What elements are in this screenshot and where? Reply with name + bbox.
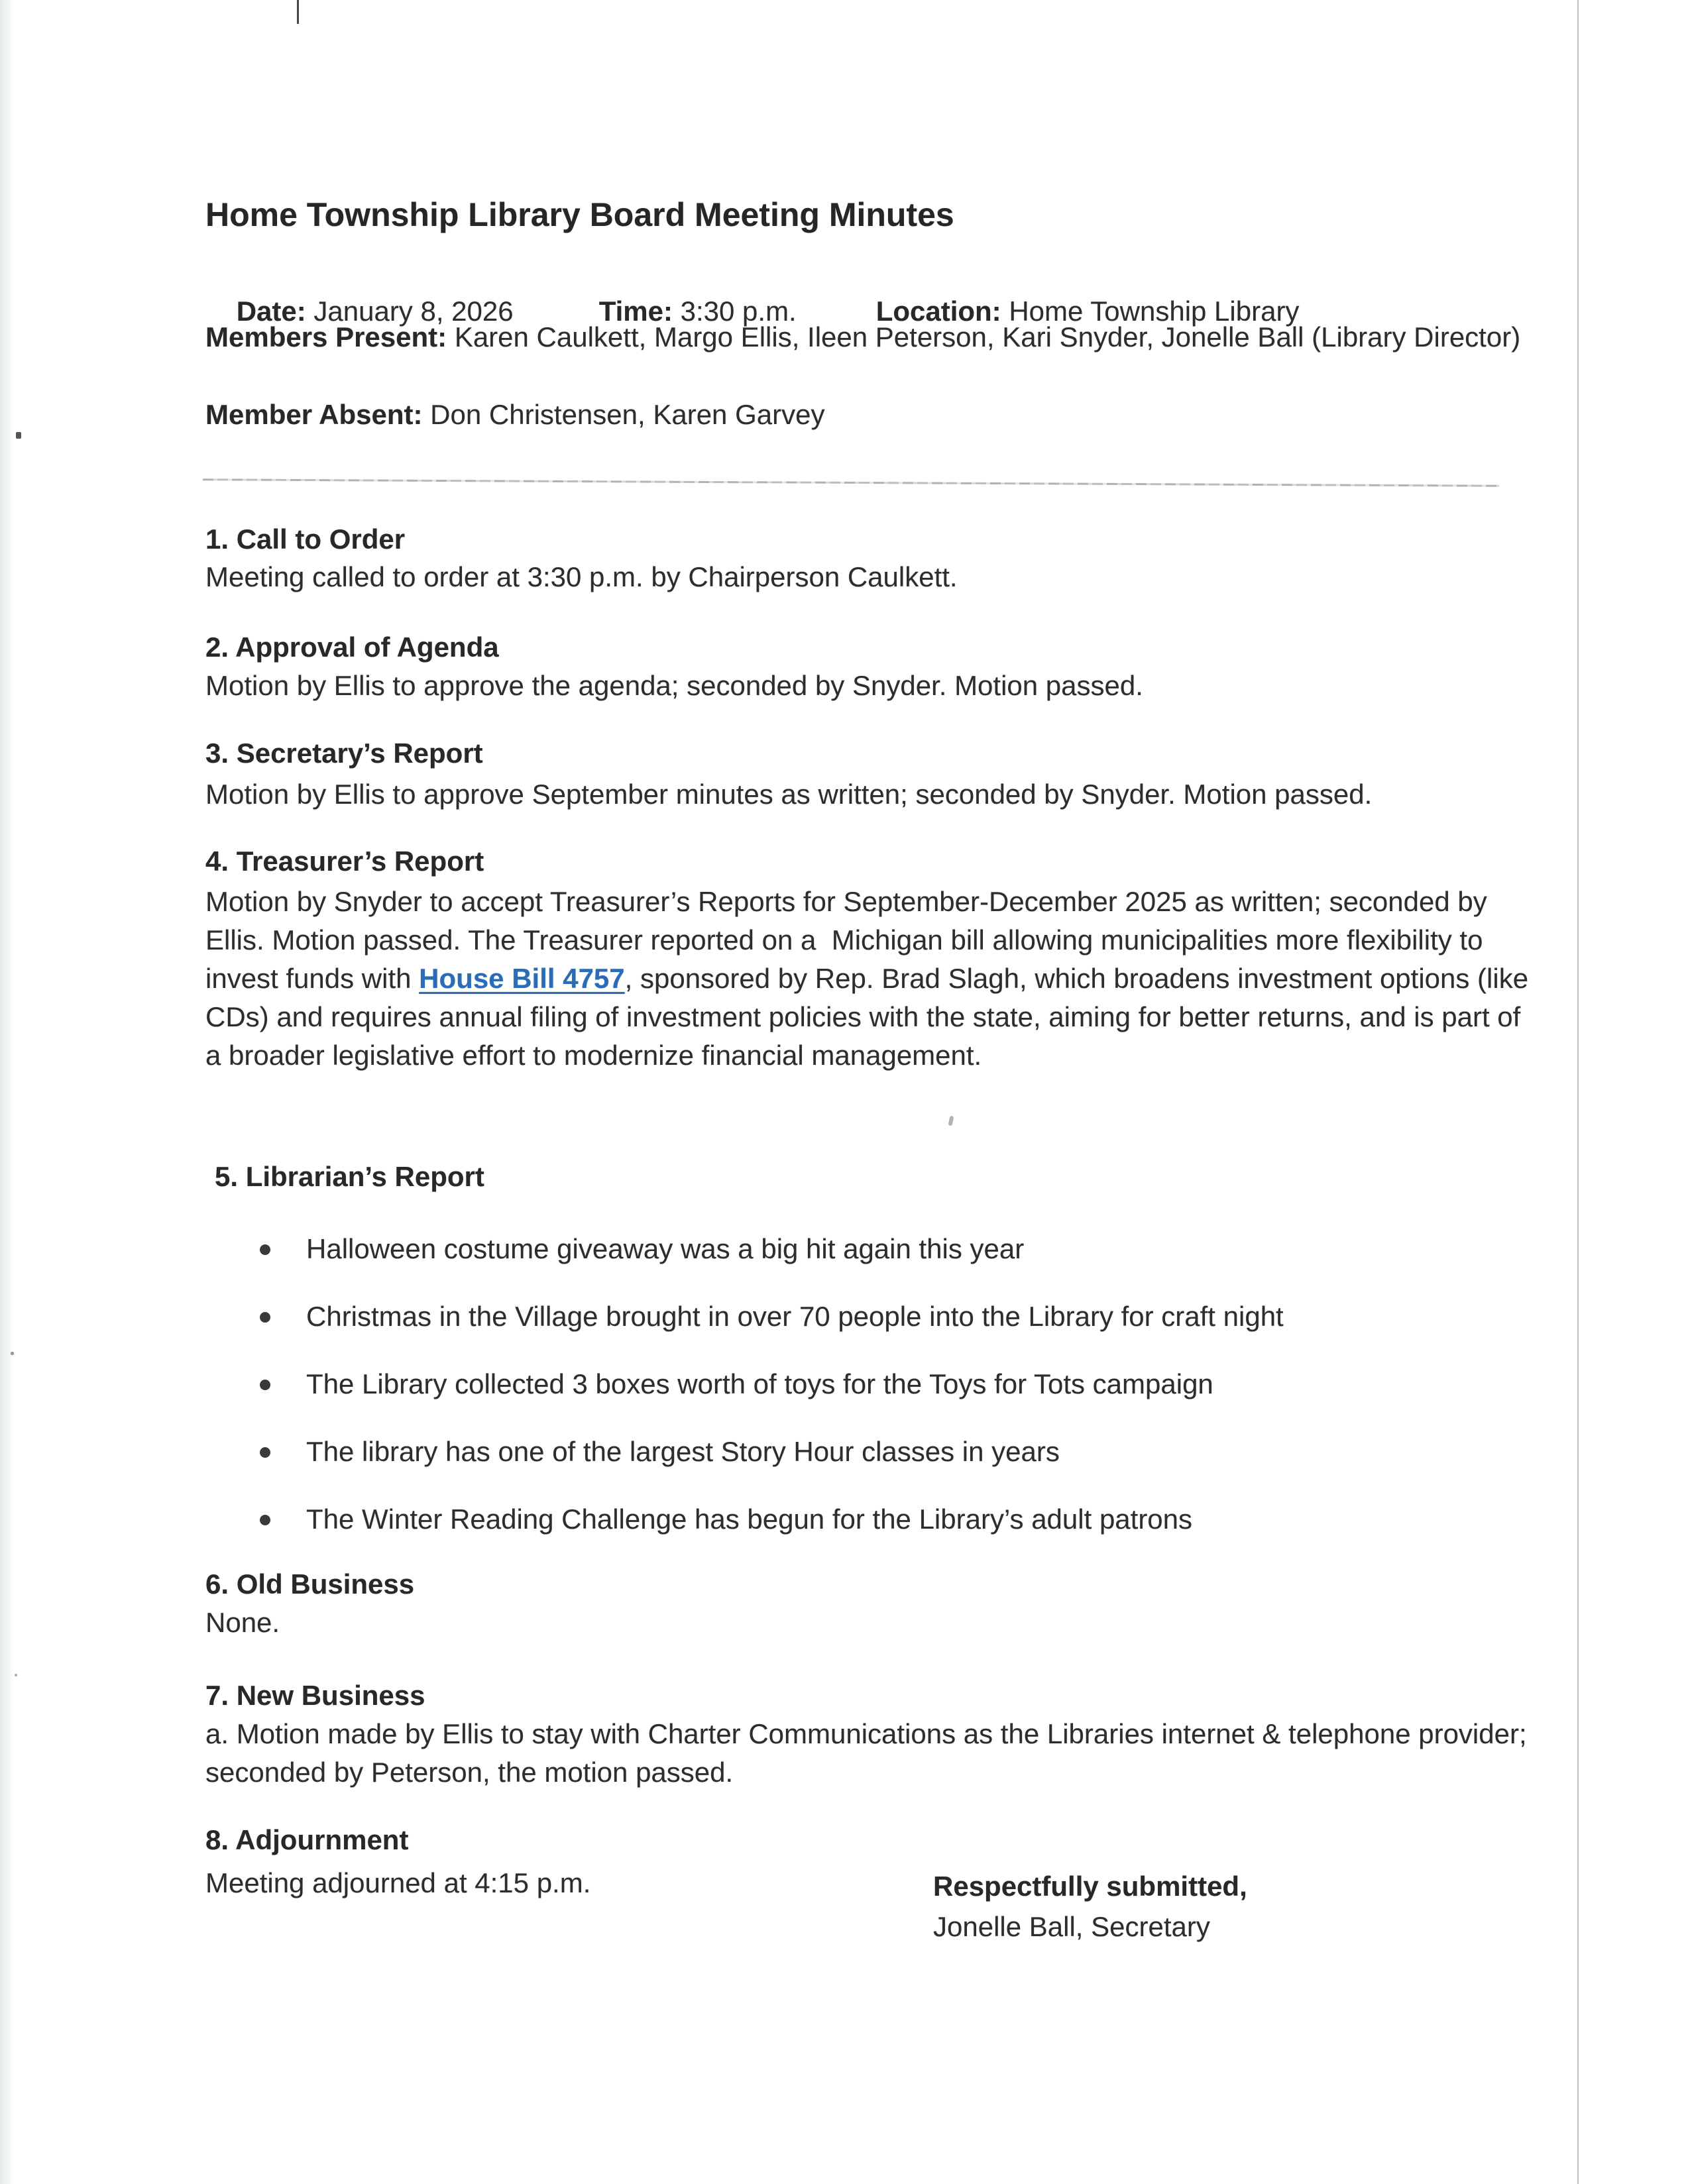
page-title: Home Township Library Board Meeting Minutes bbox=[205, 196, 954, 233]
signature-name-title: Jonelle Ball, Secretary bbox=[933, 1911, 1210, 1942]
section-heading-call-to-order: 1. Call to Order bbox=[205, 523, 406, 555]
section-body-adjournment: Meeting adjourned at 4:15 p.m. bbox=[205, 1867, 591, 1898]
members-present-line bbox=[205, 318, 1538, 356]
section-body-secretarys-report: Motion by Ellis to approve September minutes as written; seconded by Snyder. Motion passed. bbox=[205, 779, 1373, 810]
bullet-item: The library has one of the largest Story Hour classes in years bbox=[205, 1433, 1518, 1471]
bullet-item: Christmas in the Village brought in over 70 people into the Library for craft night bbox=[205, 1297, 1518, 1336]
members-present-label: Members Present: bbox=[205, 321, 447, 353]
member-absent-label: Member Absent: bbox=[205, 399, 423, 430]
scan-speck bbox=[948, 1116, 954, 1126]
section-body-old-business: None. bbox=[205, 1607, 280, 1638]
member-absent-value: Don Christensen, Karen Garvey bbox=[430, 399, 825, 430]
section-heading-approval-of-agenda: 2. Approval of Agenda bbox=[205, 631, 499, 663]
bullet-item: The Library collected 3 boxes worth of toys for the Toys for Tots campaign bbox=[205, 1365, 1518, 1403]
scan-speck bbox=[11, 1352, 14, 1355]
treasurers-report-text-before-link: Motion by Snyder to accept Treasurer’s Reports for September-December 2025 as written; seconded by Ellis. Motion passed. The Treasurer reported on a Michigan bill allowing municipalities more flexibility to invest funds with bbox=[205, 886, 1495, 994]
section-heading-secretarys-report: 3. Secretary’s Report bbox=[205, 737, 483, 769]
scan-right-vertical-line bbox=[1577, 0, 1579, 2184]
location-label: Location: bbox=[875, 296, 1001, 327]
section-heading-librarians-report: 5. Librarian’s Report bbox=[215, 1161, 484, 1192]
signature-respectfully-submitted: Respectfully submitted, bbox=[933, 1871, 1247, 1902]
treasurers-report-text-after-link: , sponsored by Rep. Brad Slagh, which broadens investment options (like CDs) and requires annual filing of investment policies with the state, aiming for better returns, and is part of a broader legislative effort to modernize financial management. bbox=[205, 963, 1536, 1071]
bullet-item: The Winter Reading Challenge has begun for the Library’s adult patrons bbox=[205, 1500, 1518, 1539]
section-body-call-to-order: Meeting called to order at 3:30 p.m. by Chairperson Caulkett. bbox=[205, 561, 958, 592]
scan-left-edge-band bbox=[0, 0, 15, 2184]
section-heading-adjournment: 8. Adjournment bbox=[205, 1824, 409, 1855]
date-value: January 8, 2026 bbox=[313, 296, 514, 327]
scan-speck bbox=[16, 432, 21, 439]
section-body-approval-of-agenda: Motion by Ellis to approve the agenda; seconded by Snyder. Motion passed. bbox=[205, 670, 1143, 701]
scan-speck bbox=[15, 1674, 17, 1676]
house-bill-4757-link[interactable]: House Bill 4757 bbox=[419, 963, 625, 994]
members-present-value: Karen Caulkett, Margo Ellis, Ileen Peterson, Kari Snyder, Jonelle Ball (Library Director) bbox=[454, 321, 1521, 353]
time-value: 3:30 p.m. bbox=[680, 296, 797, 327]
bullet-item: Halloween costume giveaway was a big hit again this year bbox=[205, 1230, 1518, 1268]
librarians-report-bullet-list bbox=[205, 1230, 1518, 1568]
date-label: Date: bbox=[236, 296, 306, 327]
scan-top-tick-line bbox=[297, 0, 299, 24]
section-heading-treasurers-report: 4. Treasurer’s Report bbox=[205, 846, 484, 877]
section-heading-old-business: 6. Old Business bbox=[205, 1568, 415, 1600]
section-body-treasurers-report bbox=[205, 883, 1536, 1075]
section-heading-new-business: 7. New Business bbox=[205, 1680, 425, 1711]
location-value: Home Township Library bbox=[1009, 296, 1300, 327]
section-body-new-business: a. Motion made by Ellis to stay with Charter Communications as the Libraries internet & telephone provider; seconded by Peterson, the motion passed. bbox=[205, 1718, 1535, 1788]
time-label: Time: bbox=[598, 296, 673, 327]
section-divider-line bbox=[203, 478, 1499, 487]
member-absent-line bbox=[205, 396, 1531, 434]
signature-block bbox=[933, 1866, 1247, 1947]
